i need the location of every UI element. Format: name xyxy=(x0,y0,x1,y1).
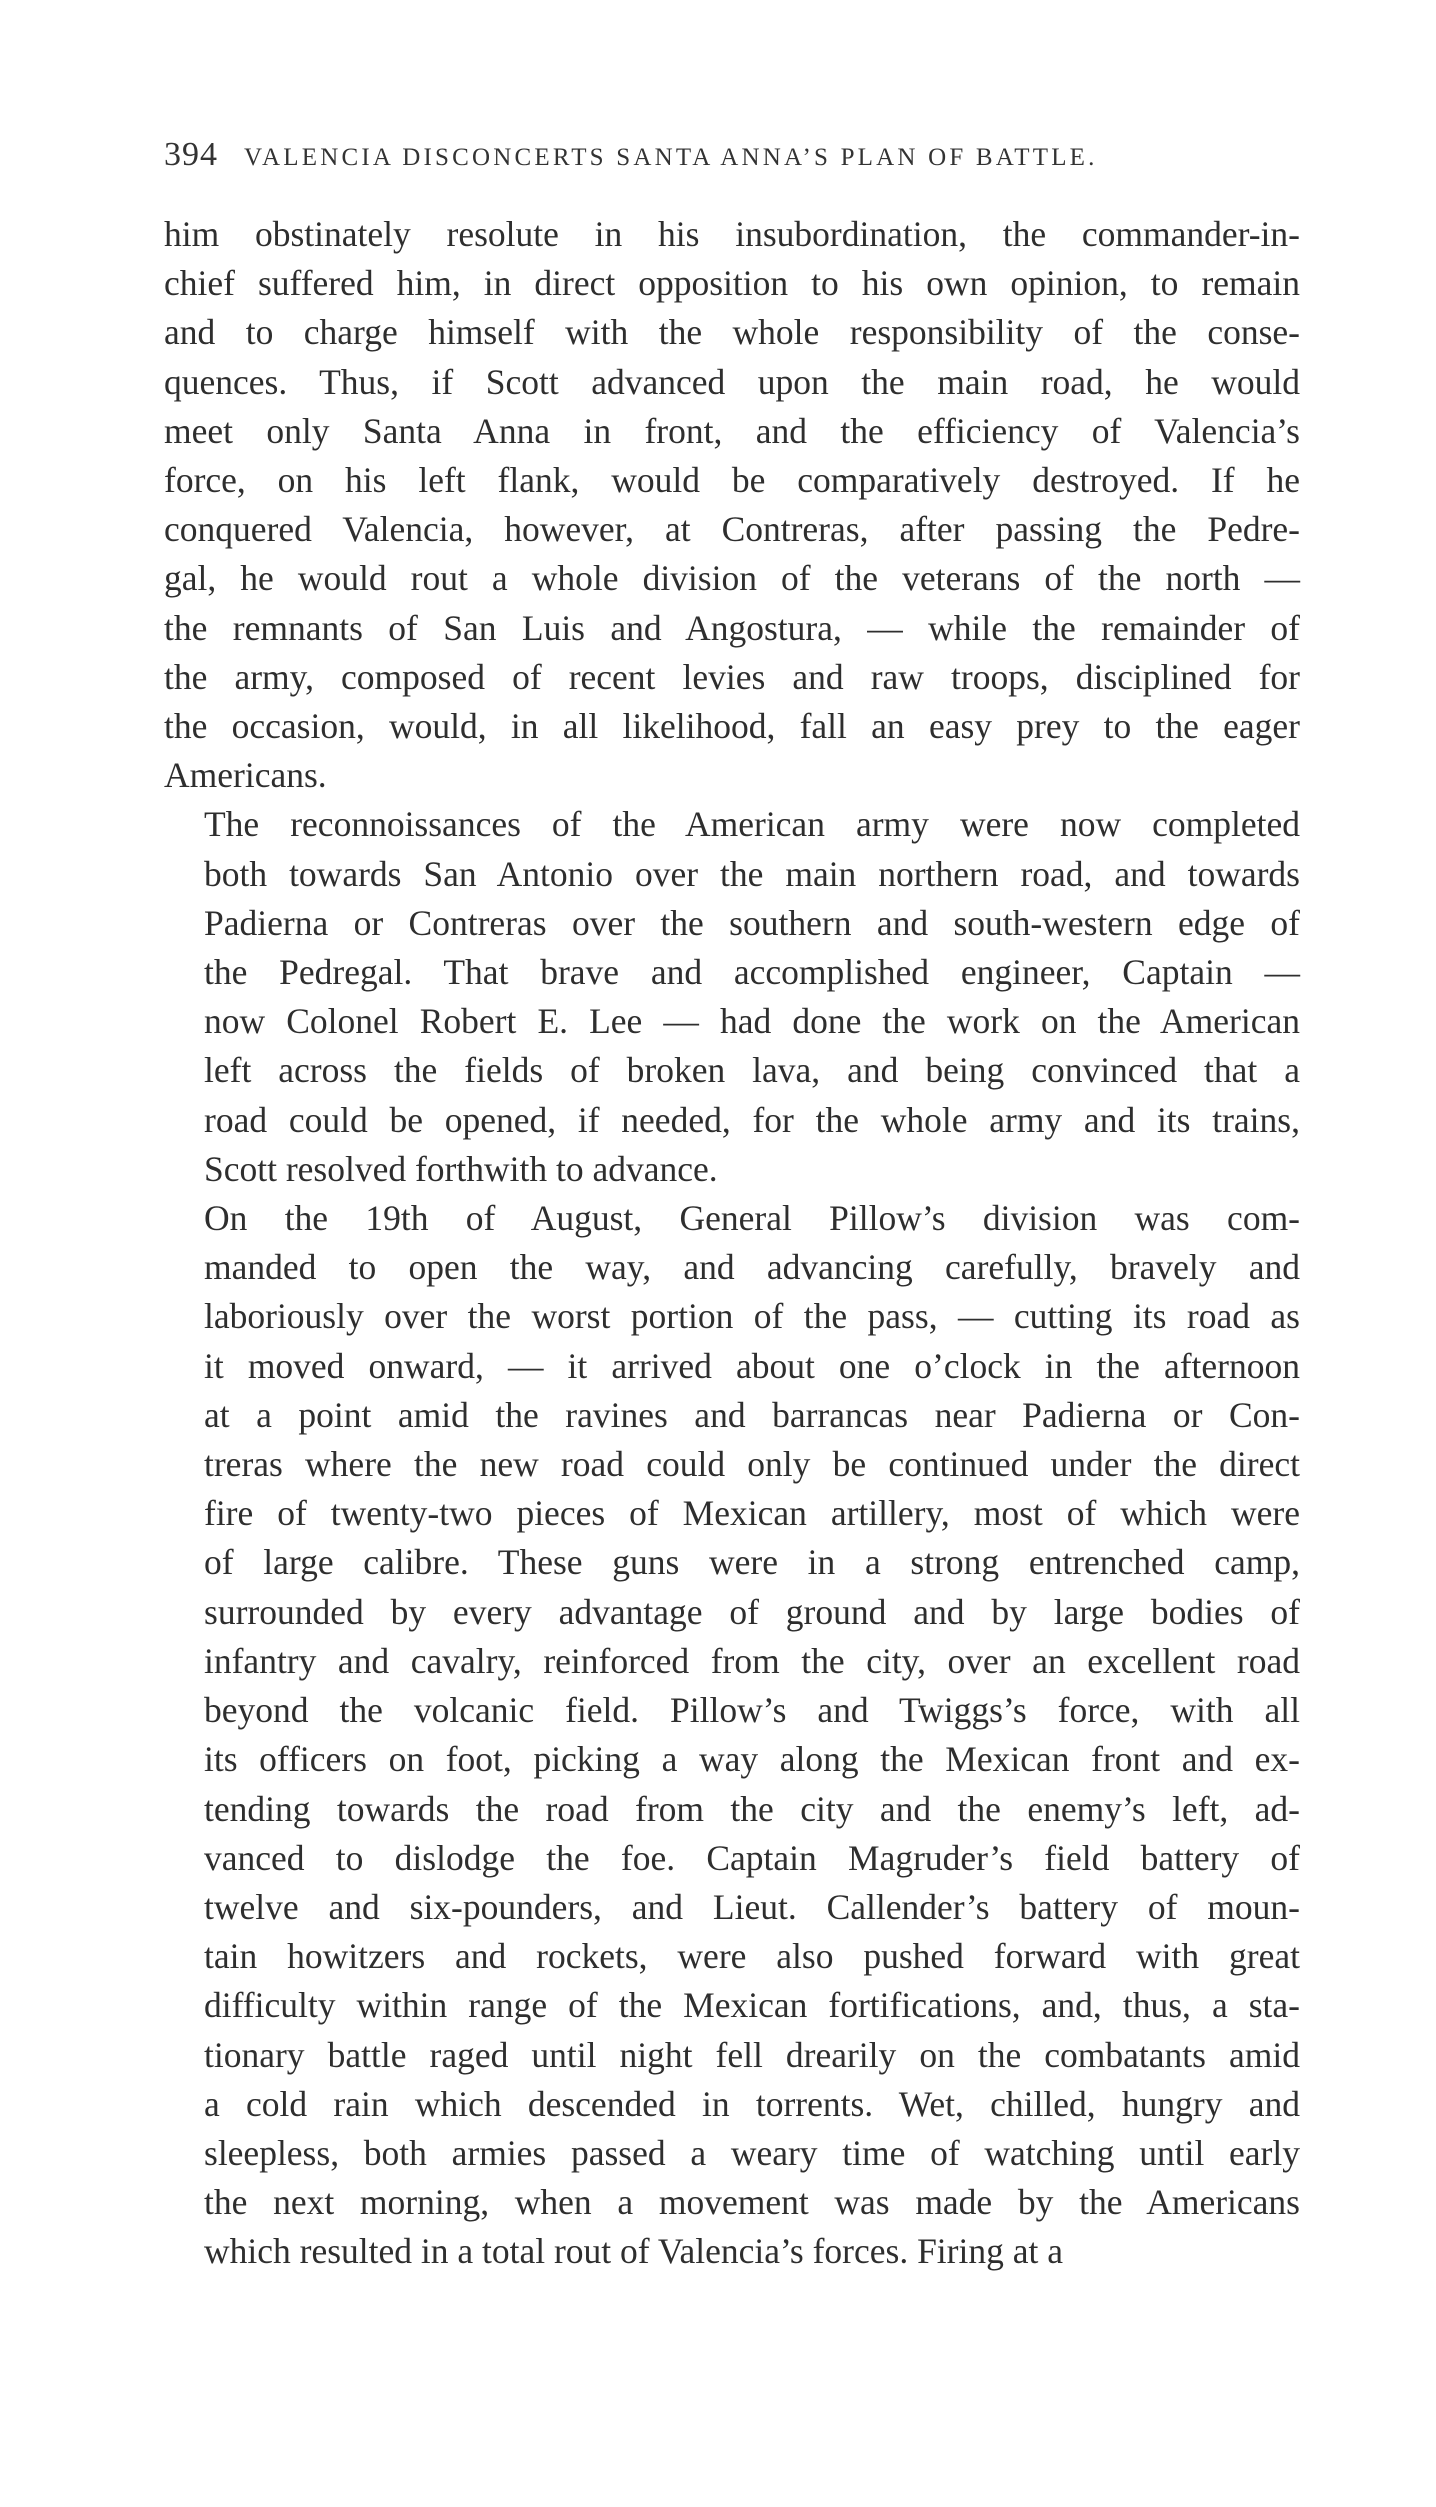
paragraph xyxy=(164,1194,1300,2276)
text-line: the occasion, would, in all likelihood, fall an easy prey to the eager xyxy=(164,706,1300,747)
book-page xyxy=(164,136,1300,2277)
running-head xyxy=(164,136,1300,186)
text-line: tain howitzers and rockets, were also pushed forward with great xyxy=(204,1936,1300,1977)
text-line: at a point amid the ravines and barrancas near Padierna or Con- xyxy=(204,1394,1300,1435)
text-line: sleepless, both armies passed a weary time of watching until early xyxy=(204,2132,1300,2173)
paragraph xyxy=(164,210,1300,800)
page-number: 394 xyxy=(164,136,218,173)
text-line: fire of twenty-two pieces of Mexican artillery, most of which were xyxy=(204,1493,1300,1534)
text-line: The reconnoissances of the American army were now completed xyxy=(204,804,1300,845)
text-line: Padierna or Contreras over the southern and south-western edge of xyxy=(204,902,1300,943)
text-line: meet only Santa Anna in front, and the efficiency of Valencia’s xyxy=(164,410,1300,451)
text-line: laboriously over the worst portion of the pass, — cutting its road as xyxy=(204,1296,1300,1337)
text-line: Americans. xyxy=(164,755,327,796)
text-line: tending towards the road from the city and the enemy’s left, ad- xyxy=(204,1788,1300,1829)
text-line: and to charge himself with the whole responsibility of the conse- xyxy=(164,312,1300,353)
text-line: him obstinately resolute in his insubordination, the commander-in- xyxy=(164,214,1300,254)
text-line: which resulted in a total rout of Valencia’s forces. Firing at a xyxy=(204,2231,1063,2272)
text-line: beyond the volcanic field. Pillow’s and Twiggs’s force, with all xyxy=(204,1690,1300,1731)
text-line: the next morning, when a movement was made by the Americans xyxy=(204,2182,1300,2223)
text-line: now Colonel Robert E. Lee — had done the work on the American xyxy=(204,1001,1300,1042)
text-line: force, on his left flank, would be comparatively destroyed. If he xyxy=(164,460,1300,501)
text-line: surrounded by every advantage of ground and by large bodies of xyxy=(204,1591,1300,1632)
text-line: the remnants of San Luis and Angostura, — while the remainder of xyxy=(164,607,1300,648)
text-line: vanced to dislodge the foe. Captain Magruder’s field battery of xyxy=(204,1837,1300,1878)
running-title: VALENCIA DISCONCERTS SANTA ANNA’S PLAN OF BATTLE. xyxy=(244,144,1098,171)
text-line: twelve and six-pounders, and Lieut. Callender’s battery of moun- xyxy=(204,1886,1300,1927)
text-line: the army, composed of recent levies and raw troops, disciplined for xyxy=(164,656,1300,697)
text-line: gal, he would rout a whole division of the veterans of the north — xyxy=(164,558,1300,599)
text-line: Scott resolved forthwith to advance. xyxy=(204,1148,718,1189)
text-line: road could be opened, if needed, for the whole army and its trains, xyxy=(204,1099,1300,1140)
text-line: chief suffered him, in direct opposition to his own opinion, to remain xyxy=(164,263,1300,304)
text-line: of large calibre. These guns were in a strong entrenched camp, xyxy=(204,1542,1300,1583)
text-line: its officers on foot, picking a way along the Mexican front and ex- xyxy=(204,1739,1300,1780)
text-line: the Pedregal. That brave and accomplished engineer, Captain — xyxy=(204,952,1300,993)
body-text xyxy=(164,210,1300,2277)
text-line: difficulty within range of the Mexican fortifications, and, thus, a sta- xyxy=(204,1985,1300,2026)
text-line: treras where the new road could only be continued under the direct xyxy=(204,1444,1300,1485)
text-line: both towards San Antonio over the main northern road, and towards xyxy=(204,853,1300,894)
text-line: tionary battle raged until night fell drearily on the combatants amid xyxy=(204,2034,1300,2075)
paragraph xyxy=(164,800,1300,1194)
text-line: infantry and cavalry, reinforced from the city, over an excellent road xyxy=(204,1640,1300,1681)
text-line: it moved onward, — it arrived about one o’clock in the afternoon xyxy=(204,1345,1300,1386)
text-line: conquered Valencia, however, at Contreras, after passing the Pedre- xyxy=(164,509,1300,550)
text-line: On the 19th of August, General Pillow’s division was com- xyxy=(204,1198,1300,1239)
text-line: left across the fields of broken lava, and being convinced that a xyxy=(204,1050,1300,1091)
text-line: quences. Thus, if Scott advanced upon the main road, he would xyxy=(164,361,1300,402)
text-line: manded to open the way, and advancing carefully, bravely and xyxy=(204,1247,1300,1288)
text-line: a cold rain which descended in torrents. Wet, chilled, hungry and xyxy=(204,2083,1300,2124)
